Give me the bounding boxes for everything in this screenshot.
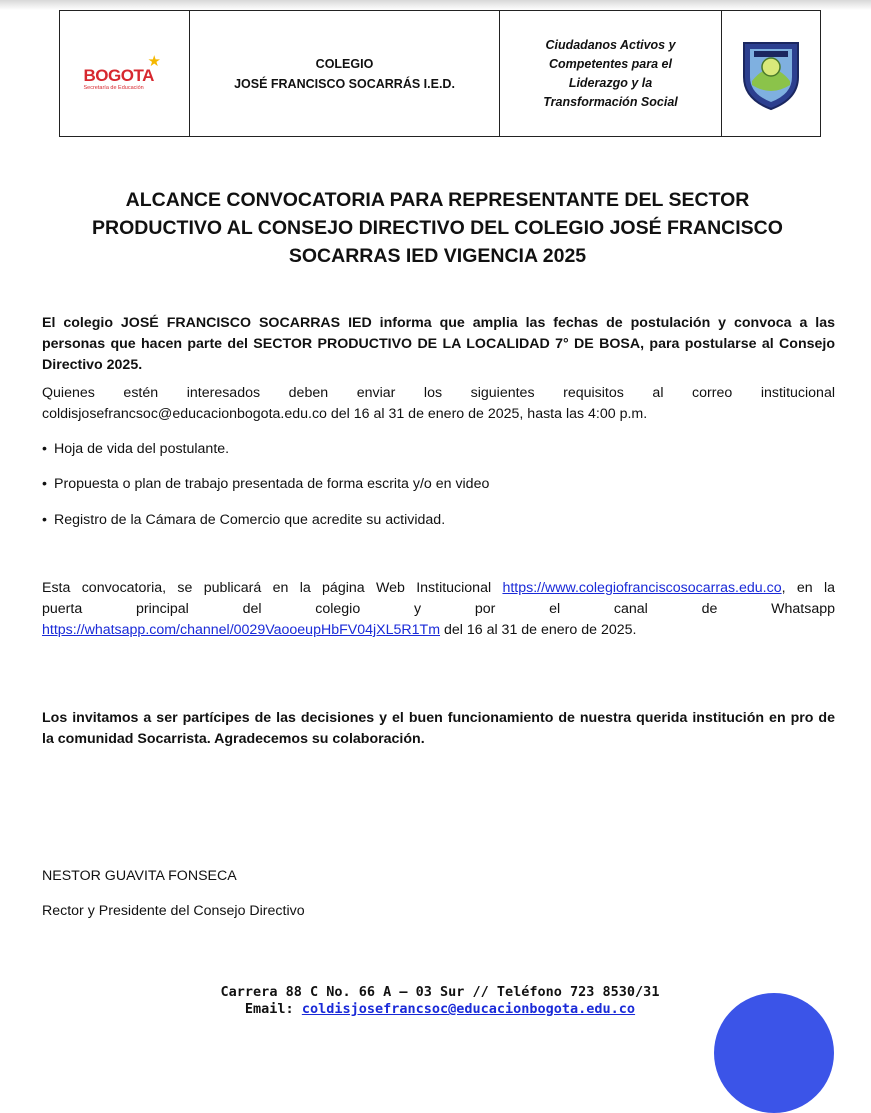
footer-email-line: Email: coldisjosefrancsoc@educacionbogota.edu.co	[244, 1001, 636, 1017]
title-line: SOCARRAS IED VIGENCIA 2025	[288, 245, 587, 267]
requirements-line: Quienes estén interesados deben enviar los siguientes requisitos al correo institucional	[42, 385, 835, 401]
title-line: ALCANCE CONVOCATORIA PARA REPRESENTANTE DEL SECTOR	[125, 189, 750, 211]
publication-line-2: puerta principal del colegio y por el canal de Whatsapp	[42, 601, 835, 617]
signature-name: NESTOR GUAVITA FONSECA	[42, 868, 237, 884]
school-line-1: COLEGIO	[315, 56, 374, 71]
intro-line: personas que hacen parte del SECTOR PRODUCTIVO DE LA LOCALIDAD 7° DE BOSA, para postularse al Consejo	[42, 336, 835, 352]
star-icon: ★	[147, 52, 161, 70]
requirement-item: • Propuesta o plan de trabajo presentada de forma escrita y/o en video	[42, 474, 489, 495]
page-footer	[160, 984, 720, 1018]
closing-line: la comunidad Socarrista. Agradecemos su colaboración.	[42, 731, 425, 747]
motto-line: Transformación Social	[543, 94, 678, 109]
publication-line-1: Esta convocatoria, se publicará en la página Web Institucional https://www.colegiofranciscosocarras.edu.co, en la	[42, 580, 835, 596]
requirements-paragraph	[42, 383, 835, 425]
school-name-cell	[190, 11, 500, 136]
motto-line: Liderazgo y la	[568, 75, 653, 90]
closing-line: Los invitamos a ser partícipes de las decisiones y el buen funcionamiento de nuestra querida institución en pro de	[42, 710, 835, 726]
requirement-item: • Registro de la Cámara de Comercio que acredite su actividad.	[42, 510, 445, 531]
bogota-logo	[80, 54, 170, 94]
logo-subtext: Secretaría de Educación	[83, 84, 144, 91]
floating-action-blob[interactable]	[714, 993, 834, 1113]
signature-role: Rector y Presidente del Consejo Directivo	[42, 903, 305, 919]
intro-line: El colegio JOSÉ FRANCISCO SOCARRAS IED informa que amplia las fechas de postulación y convoca a las	[42, 315, 835, 331]
bullet-icon: •	[42, 441, 47, 457]
school-line-2: JOSÉ FRANCISCO SOCARRÁS I.E.D.	[234, 76, 455, 91]
publication-line-3: https://whatsapp.com/channel/0029VaooeupHbFV04jXL5R1Tm del 16 al 31 de enero de 2025.	[42, 622, 637, 638]
bullet-icon: •	[42, 512, 47, 528]
motto-cell	[500, 11, 722, 136]
requirement-item: • Hoja de vida del postulante.	[42, 439, 229, 460]
page-shadow-edge	[0, 0, 871, 10]
motto-line: Competentes para el	[549, 56, 672, 71]
publication-paragraph	[42, 578, 835, 641]
title-line: PRODUCTIVO AL CONSEJO DIRECTIVO DEL COLEGIO JOSÉ FRANCISCO	[92, 217, 783, 239]
intro-line: Directivo 2025.	[42, 357, 143, 373]
requirements-line: coldisjosefrancsoc@educacionbogota.edu.co del 16 al 31 de enero de 2025, hasta las 4:00 p.m.	[42, 406, 648, 422]
motto-line: Ciudadanos Activos y	[545, 37, 676, 52]
letterhead-table	[59, 10, 821, 137]
intro-paragraph	[42, 313, 835, 376]
logo-cell	[60, 11, 190, 136]
footer-email-link[interactable]: coldisjosefrancsoc@educacionbogota.edu.co	[301, 1001, 636, 1017]
whatsapp-link[interactable]: https://whatsapp.com/channel/0029VaooeupHbFV04jXL5R1Tm	[42, 622, 441, 638]
footer-address: Carrera 88 C No. 66 A – 03 Sur // Teléfono 723 8530/31	[220, 984, 660, 1000]
bullet-icon: •	[42, 476, 47, 492]
closing-paragraph	[42, 708, 835, 750]
document-title	[40, 186, 835, 270]
logo-text: BOGOTA	[83, 65, 154, 85]
school-crest-icon	[740, 37, 802, 111]
website-link[interactable]: https://www.colegiofranciscosocarras.edu.co	[502, 580, 782, 596]
crest-cell	[722, 11, 820, 136]
